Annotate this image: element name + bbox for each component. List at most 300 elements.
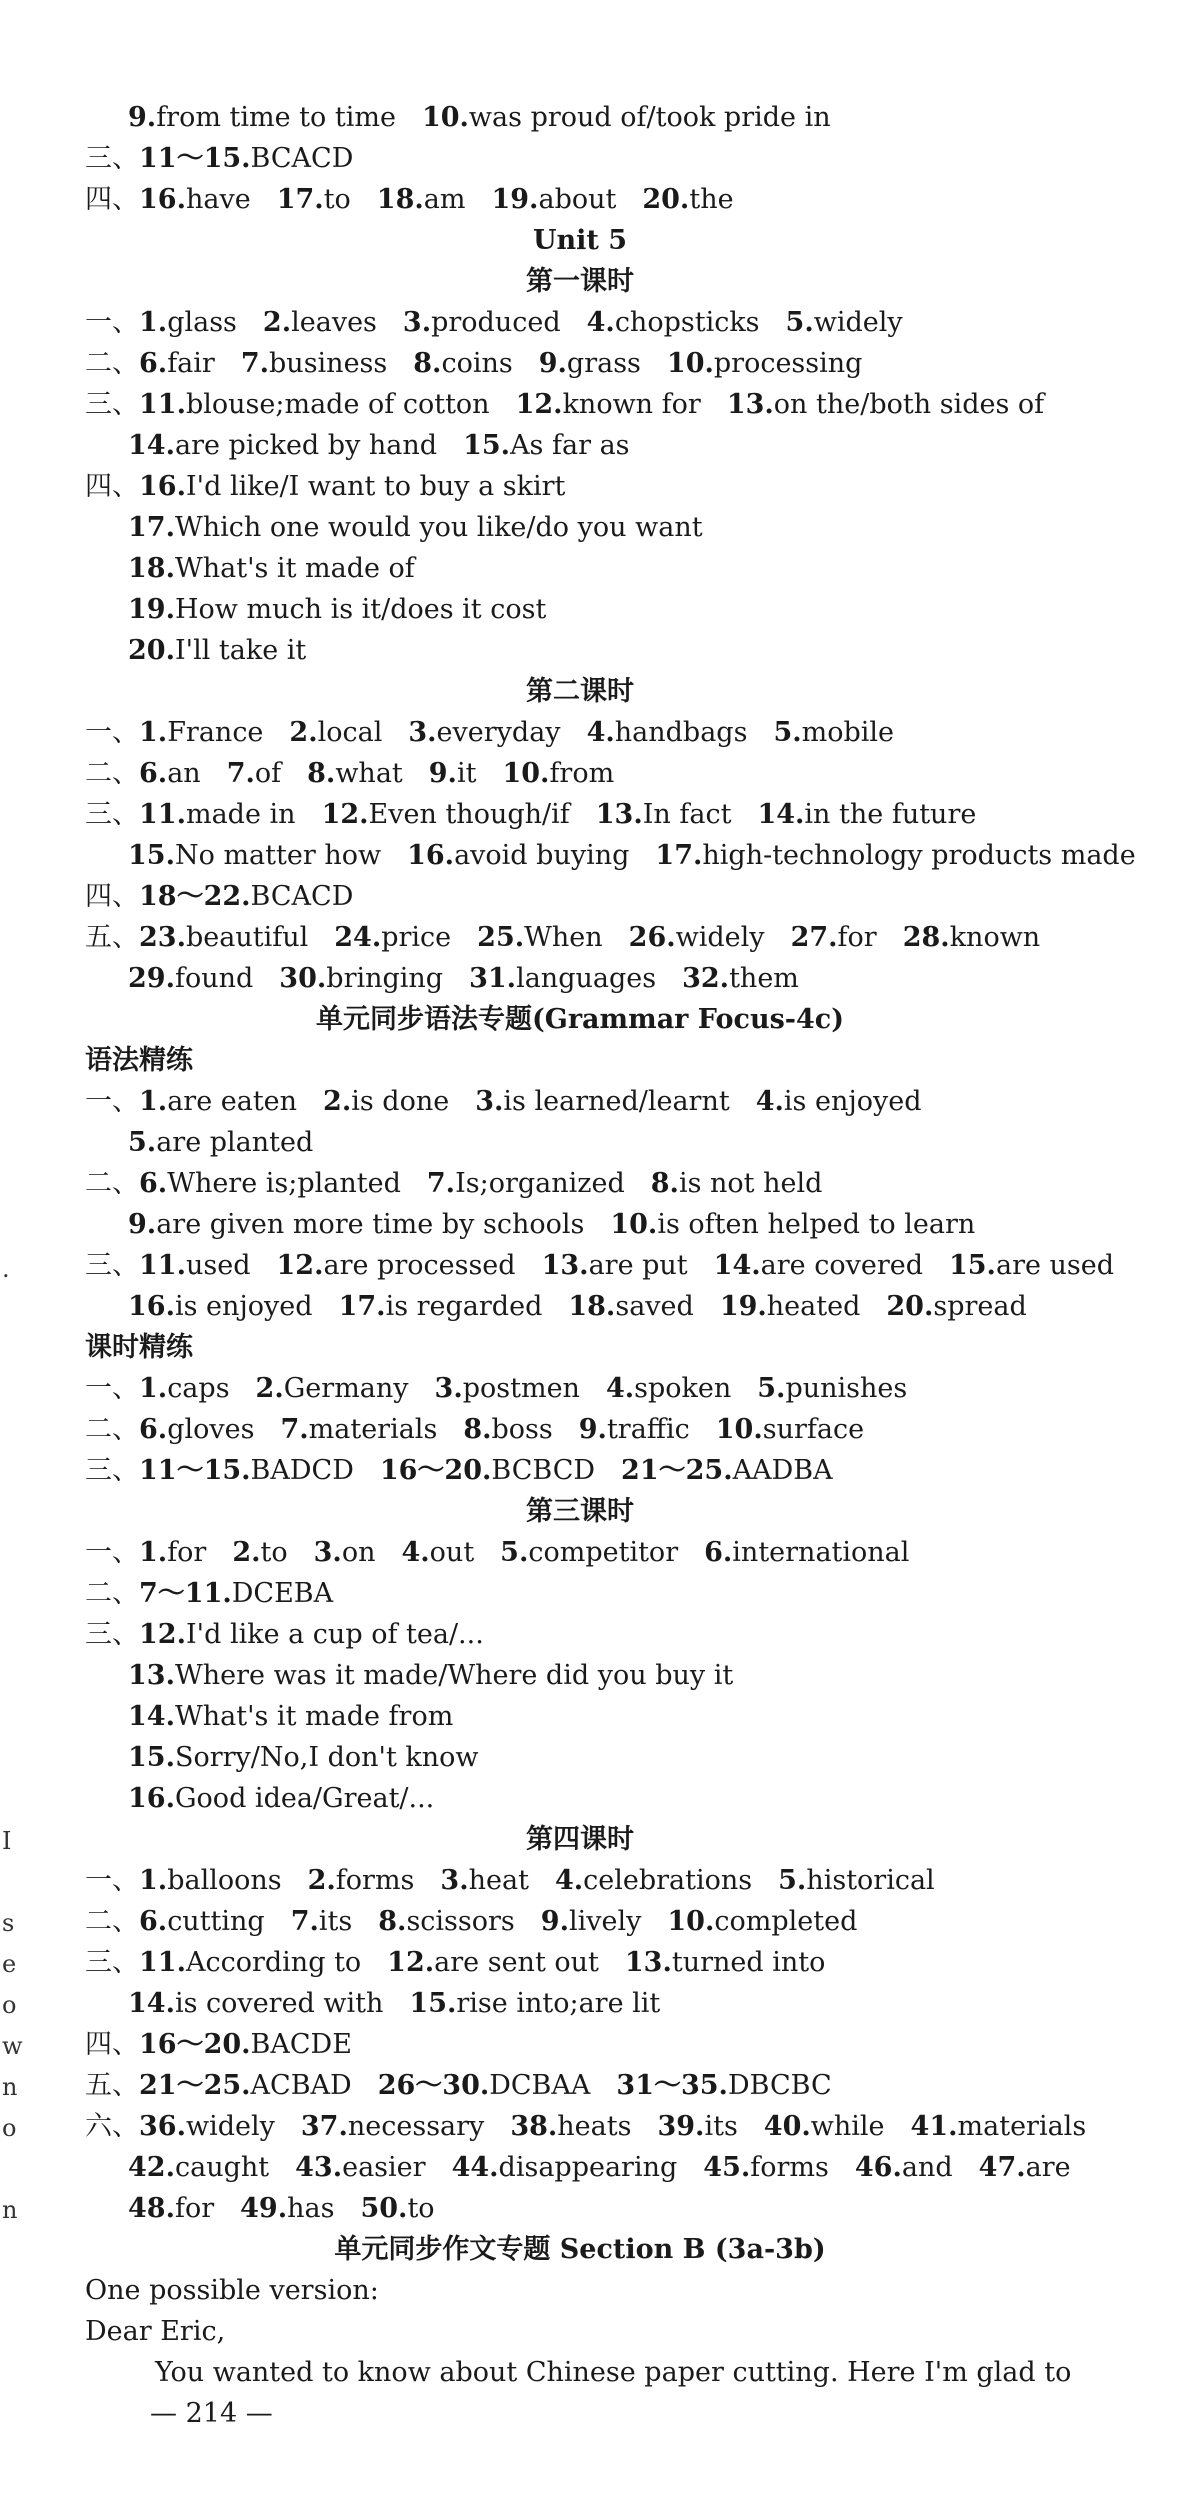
section-prefix: 一、	[85, 1086, 139, 1117]
edge-mark: .	[2, 1255, 10, 1283]
answer-item	[429, 758, 477, 789]
answer-line	[85, 754, 640, 794]
answer-text: its	[318, 1906, 353, 1937]
answer-item	[232, 1537, 287, 1568]
answer-text: is learned/learnt	[503, 1086, 730, 1117]
answer-item	[139, 758, 201, 789]
section-prefix: 三、	[85, 1947, 139, 1978]
answer-text: BADCD	[250, 1455, 354, 1486]
question-number: 30.	[279, 963, 327, 994]
question-number: 4.	[605, 1373, 635, 1404]
answer-text: BACDE	[250, 2029, 352, 2060]
answer-item	[128, 553, 415, 584]
answer-text: an	[167, 758, 201, 789]
answer-item	[279, 963, 443, 994]
answer-text: is covered with	[174, 1988, 384, 2019]
answer-line	[85, 1533, 935, 1573]
answer-item	[377, 184, 466, 215]
answer-item	[655, 840, 1135, 871]
answer-item	[610, 1209, 975, 1240]
edge-mark: n	[2, 2196, 18, 2224]
answer-item	[616, 2070, 831, 2101]
section-prefix: 三、	[85, 1455, 139, 1486]
answer-text: No matter how	[174, 840, 382, 871]
question-number: 16.	[128, 1783, 175, 1814]
question-number: 46.	[854, 2152, 902, 2183]
question-number: 1.	[139, 1537, 168, 1568]
answer-line	[85, 344, 888, 384]
question-number: 38.	[510, 2111, 558, 2142]
answer-item	[682, 963, 799, 994]
question-number: 8.	[378, 1906, 407, 1937]
question-number: 26.	[628, 922, 676, 953]
section-prefix: 四、	[85, 184, 139, 215]
answer-item	[791, 922, 877, 953]
answer-item	[256, 1373, 409, 1404]
answer-item	[773, 717, 894, 748]
answer-item	[139, 307, 237, 338]
question-number: 23.	[139, 922, 186, 953]
question-number: 4.	[586, 307, 615, 338]
question-number: 20.	[642, 184, 690, 215]
section-heading: 第四课时	[526, 1824, 634, 1855]
question-number: 13.	[128, 1660, 175, 1691]
answer-text: blouse;made of cotton	[185, 389, 490, 420]
answer-item	[139, 922, 308, 953]
answer-text: local	[317, 717, 383, 748]
answer-item	[380, 1455, 595, 1486]
answer-item	[463, 1414, 552, 1445]
question-number: 21～25.	[139, 2070, 251, 2101]
question-number: 19.	[128, 594, 175, 625]
answer-text: coins	[441, 348, 513, 379]
answer-text: DBCBC	[727, 2070, 832, 2101]
question-number: 9.	[128, 102, 157, 133]
answer-item	[139, 1455, 354, 1486]
answer-item	[756, 1086, 922, 1117]
answer-text: celebrations	[583, 1865, 753, 1896]
edge-mark: s	[2, 1909, 15, 1937]
answer-text: known for	[562, 389, 701, 420]
answer-text: while	[810, 2111, 885, 2142]
section-prefix: 一、	[85, 1537, 139, 1568]
question-number: 7.	[240, 348, 270, 379]
answer-item	[263, 307, 377, 338]
answer-item	[778, 1865, 935, 1896]
question-number: 8.	[463, 1414, 492, 1445]
question-number: 31～35.	[616, 2070, 728, 2101]
answer-text: business	[269, 348, 388, 379]
question-number: 5.	[757, 1373, 786, 1404]
answer-item	[903, 922, 1041, 953]
answer-text: spread	[933, 1291, 1027, 1322]
answer-text: for	[837, 922, 877, 953]
answer-text: international	[732, 1537, 910, 1568]
question-number: 6.	[704, 1537, 733, 1568]
answer-line	[85, 877, 379, 917]
answer-item	[308, 1865, 415, 1896]
question-number: 11.	[139, 1250, 186, 1281]
answer-line	[85, 385, 1070, 425]
answer-item	[139, 1414, 254, 1445]
section-prefix: 二、	[85, 1578, 139, 1609]
answer-text: heat	[468, 1865, 529, 1896]
answer-text: is done	[351, 1086, 450, 1117]
answer-text: what	[335, 758, 403, 789]
answer-text: them	[729, 963, 799, 994]
answer-text: historical	[806, 1865, 935, 1896]
question-number: 4.	[586, 717, 615, 748]
answer-text: are picked by hand	[174, 430, 438, 461]
answer-item	[651, 1168, 823, 1199]
answer-item	[542, 1250, 688, 1281]
answer-item	[714, 1250, 923, 1281]
section-prefix: 二、	[85, 1414, 139, 1445]
answer-text: and	[901, 2152, 953, 2183]
section-prefix: 一、	[85, 307, 139, 338]
question-number: 5.	[128, 1127, 157, 1158]
section-prefix: 三、	[85, 1619, 139, 1650]
answer-line	[128, 1697, 479, 1737]
answer-item	[625, 1947, 826, 1978]
answer-line	[85, 1082, 947, 1122]
question-number: 16～20.	[139, 2029, 251, 2060]
question-number: 17.	[128, 512, 175, 543]
section-prefix: 四、	[85, 471, 139, 502]
answer-text: widely	[813, 307, 903, 338]
question-number: 50.	[360, 2193, 408, 2224]
answer-text: are given more time by schools	[156, 1209, 585, 1240]
answer-line	[128, 631, 332, 671]
answer-text: on the/both sides of	[773, 389, 1045, 420]
answer-item	[139, 2029, 352, 2060]
answer-text: What's it made of	[174, 553, 415, 584]
question-number: 44.	[451, 2152, 499, 2183]
answer-text: AADBA	[732, 1455, 833, 1486]
answer-item	[139, 881, 353, 912]
answer-text: gloves	[167, 1414, 255, 1445]
answer-line	[128, 508, 729, 548]
question-number: 20.	[128, 635, 175, 666]
answer-line	[128, 2148, 1097, 2188]
question-number: 14.	[128, 1988, 175, 2019]
section-prefix: 二、	[85, 1168, 139, 1199]
answer-item	[477, 922, 603, 953]
answer-line	[85, 1451, 859, 1491]
answer-line	[128, 2189, 461, 2229]
answer-text: Good idea/Great/...	[174, 1783, 435, 1814]
answer-text: Where is;planted	[167, 1168, 401, 1199]
question-number: 43.	[295, 2152, 343, 2183]
question-number: 4.	[554, 1865, 584, 1896]
question-number: 19.	[719, 1291, 767, 1322]
answer-text: produced	[431, 307, 561, 338]
answer-item	[502, 758, 614, 789]
answer-item	[667, 348, 863, 379]
edge-mark: o	[2, 1991, 17, 2019]
question-number: 10.	[715, 1414, 763, 1445]
answer-item	[128, 1783, 434, 1814]
question-number: 7.	[426, 1168, 456, 1199]
answer-item	[128, 594, 546, 625]
section-heading: 第二课时	[526, 676, 634, 707]
answer-item	[764, 2111, 885, 2142]
answer-item	[301, 2111, 484, 2142]
answer-item	[539, 348, 641, 379]
answer-text: fair	[167, 348, 215, 379]
section-prefix: 三、	[85, 1250, 139, 1281]
edge-mark: n	[2, 2073, 18, 2101]
answer-text: competitor	[528, 1537, 679, 1568]
answer-text: I'd like/I want to buy a skirt	[185, 471, 566, 502]
answer-item	[128, 963, 253, 994]
answer-text: In fact	[642, 799, 732, 830]
edge-mark: w	[2, 2032, 23, 2060]
answer-item	[886, 1291, 1026, 1322]
answer-item	[128, 512, 703, 543]
answer-text: BCACD	[250, 143, 354, 174]
answer-line	[128, 836, 1162, 876]
answer-text: used	[185, 1250, 251, 1281]
answer-text: caught	[174, 2152, 270, 2183]
answer-item	[139, 1250, 251, 1281]
answer-item	[703, 2152, 829, 2183]
answer-text: are covered	[760, 1250, 923, 1281]
question-number: 1.	[139, 1373, 168, 1404]
answer-text: beautiful	[185, 922, 309, 953]
answer-text: turned into	[671, 1947, 826, 1978]
answer-text: mobile	[801, 717, 895, 748]
question-number: 27.	[790, 922, 838, 953]
question-number: 14.	[757, 799, 805, 830]
question-number: 40.	[763, 2111, 811, 2142]
question-number: 24.	[334, 922, 382, 953]
answer-item	[240, 2193, 334, 2224]
answer-line	[128, 1984, 686, 2024]
answer-line	[85, 918, 1066, 958]
question-number: 11～15.	[139, 1455, 251, 1486]
answer-text: necessary	[347, 2111, 485, 2142]
answer-text: price	[381, 922, 452, 953]
answer-item	[469, 963, 656, 994]
section-heading: 单元同步语法专题(Grammar Focus-4c)	[316, 1004, 844, 1035]
answer-item	[139, 1086, 297, 1117]
answer-item	[579, 1414, 690, 1445]
answer-text: languages	[516, 963, 657, 994]
answer-text: high-technology products made	[702, 840, 1136, 871]
answer-text: materials	[308, 1414, 438, 1445]
answer-text: DCBAA	[489, 2070, 591, 2101]
answer-item	[413, 348, 512, 379]
section-prefix: 六、	[85, 2111, 139, 2142]
answer-item	[568, 1291, 693, 1322]
answer-line	[128, 1205, 1001, 1245]
answer-item	[139, 348, 215, 379]
answer-text: to	[407, 2193, 435, 2224]
answer-text: for	[174, 2193, 215, 2224]
answer-line	[85, 1246, 1140, 1286]
answer-item	[727, 389, 1044, 420]
answer-text: are used	[995, 1250, 1115, 1281]
answer-line	[85, 467, 591, 507]
answer-text: have	[185, 184, 251, 215]
question-number: 36.	[139, 2111, 186, 2142]
answer-line	[85, 303, 929, 343]
answer-text: handbags	[614, 717, 748, 748]
question-number: 15.	[128, 1742, 175, 1773]
question-number: 16.	[407, 840, 455, 871]
section-prefix: 三、	[85, 143, 139, 174]
answer-text: forms	[750, 2152, 829, 2183]
answer-line	[85, 1943, 851, 1983]
question-number: 6.	[139, 758, 168, 789]
answer-line	[85, 2066, 858, 2106]
question-number: 6.	[139, 348, 168, 379]
answer-line	[128, 1287, 1053, 1327]
answer-text: to	[260, 1537, 288, 1568]
answer-line	[85, 139, 379, 179]
answer-item	[657, 2111, 737, 2142]
answer-item	[408, 717, 560, 748]
answer-text: According to	[185, 1947, 362, 1978]
answer-item	[378, 1906, 515, 1937]
question-number: 4.	[401, 1537, 430, 1568]
question-number: 18.	[568, 1291, 616, 1322]
question-number: 7.	[280, 1414, 309, 1445]
answer-item	[139, 143, 353, 174]
answer-line	[128, 549, 441, 589]
question-number: 10.	[610, 1209, 658, 1240]
answer-item	[291, 1906, 353, 1937]
question-number: 1.	[139, 307, 168, 338]
question-number: 9.	[578, 1414, 607, 1445]
question-number: 11～15.	[139, 143, 251, 174]
answer-line	[128, 1779, 460, 1819]
answer-item	[322, 799, 570, 830]
answer-item	[587, 307, 760, 338]
section-heading: 单元同步作文专题 Section B (3a-3b)	[334, 2234, 826, 2265]
answer-item	[334, 922, 451, 953]
question-number: 45.	[703, 2152, 751, 2183]
question-number: 18.	[128, 553, 175, 584]
answer-line	[85, 1615, 510, 1655]
answer-item	[475, 1086, 729, 1117]
answer-text: bringing	[326, 963, 444, 994]
answer-text: chopsticks	[614, 307, 760, 338]
question-number: 42.	[128, 2152, 175, 2183]
answer-item	[139, 471, 565, 502]
answer-text: are processed	[323, 1250, 516, 1281]
answer-item	[139, 1906, 265, 1937]
answer-text: When	[524, 922, 603, 953]
answer-text: Where was it made/Where did you buy it	[174, 1660, 734, 1691]
answer-item	[139, 184, 251, 215]
answer-item	[911, 2111, 1087, 2142]
question-number: 5.	[500, 1537, 529, 1568]
question-number: 2.	[323, 1086, 352, 1117]
essay-line-1: One possible version:	[85, 2275, 379, 2306]
section-prefix: 五、	[85, 2070, 139, 2101]
question-number: 21～25.	[621, 1455, 733, 1486]
answer-item	[139, 1168, 401, 1199]
answer-item	[786, 307, 903, 338]
answer-line	[85, 795, 1002, 835]
answer-text: am	[423, 184, 466, 215]
answer-item	[516, 389, 701, 420]
question-number: 13.	[595, 799, 643, 830]
answer-item	[128, 430, 437, 461]
answer-item	[128, 1291, 313, 1322]
question-number: 2.	[255, 1373, 284, 1404]
question-number: 8.	[650, 1168, 679, 1199]
answer-text: found	[174, 963, 254, 994]
question-number: 7～11.	[139, 1578, 232, 1609]
question-number: 5.	[785, 307, 814, 338]
answer-text: is regarded	[385, 1291, 543, 1322]
section-prefix: 四、	[85, 881, 139, 912]
essay-line-2: Dear Eric,	[85, 2316, 226, 2347]
answer-item	[716, 1414, 864, 1445]
answer-text: boss	[491, 1414, 553, 1445]
answer-item	[295, 2152, 425, 2183]
question-number: 14.	[713, 1250, 761, 1281]
section-heading: Unit 5	[532, 225, 628, 256]
answer-item	[949, 1250, 1114, 1281]
answer-text: glass	[167, 307, 237, 338]
answer-text: I'll take it	[174, 635, 307, 666]
answer-text: scissors	[406, 1906, 515, 1937]
question-number: 28.	[902, 922, 950, 953]
answer-text: everyday	[436, 717, 561, 748]
question-number: 39.	[657, 2111, 705, 2142]
answer-item	[139, 1865, 282, 1896]
section-prefix: 一、	[85, 1865, 139, 1896]
answer-text: Even though/if	[368, 799, 570, 830]
answer-text: Is;organized	[455, 1168, 625, 1199]
answer-text: caps	[167, 1373, 230, 1404]
answer-text: grass	[566, 348, 641, 379]
answer-item	[289, 717, 382, 748]
section-prefix: 二、	[85, 758, 139, 789]
question-number: 2.	[307, 1865, 336, 1896]
answer-item	[128, 1988, 383, 2019]
answer-text: known	[949, 922, 1041, 953]
answer-text: materials	[957, 2111, 1087, 2142]
answer-item	[128, 1209, 584, 1240]
answer-item	[128, 1701, 453, 1732]
answer-line	[128, 1123, 339, 1163]
answer-text: postmen	[462, 1373, 580, 1404]
question-number: 3.	[440, 1865, 469, 1896]
question-number: 14.	[128, 1701, 175, 1732]
answer-line	[85, 2107, 1112, 2147]
question-number: 3.	[408, 717, 437, 748]
section-prefix: 五、	[85, 922, 139, 953]
answer-line	[128, 98, 857, 138]
answer-text: for	[167, 1537, 207, 1568]
answer-item	[510, 2111, 631, 2142]
question-number: 19.	[491, 184, 539, 215]
answer-item	[500, 1537, 678, 1568]
answer-item	[427, 1168, 625, 1199]
answer-item	[128, 1127, 313, 1158]
answer-text: its	[704, 2111, 738, 2142]
answer-text: As far as	[510, 430, 630, 461]
answer-text: from time to time	[156, 102, 396, 133]
answer-item	[979, 2152, 1071, 2183]
answer-text: France	[167, 717, 264, 748]
question-number: 3.	[475, 1086, 504, 1117]
